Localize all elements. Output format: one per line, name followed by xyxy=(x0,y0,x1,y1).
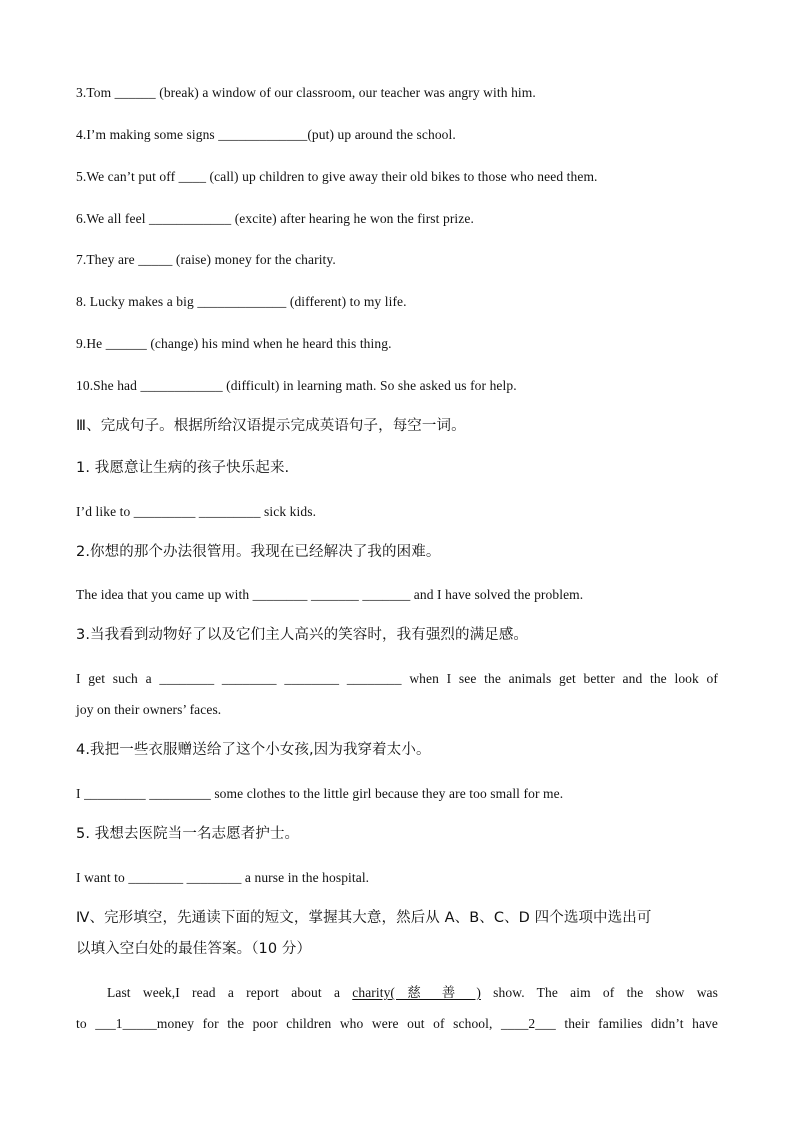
sentence-3-english: I get such a ________ ________ ________ ________ when I see the animals get better and the look of xyxy=(76,671,718,686)
sentence-3-english-cont: joy on their owners’ faces. xyxy=(76,702,222,717)
sentence-2-chinese: 2.你想的那个办法很管用。我现在已经解决了我的困难。 xyxy=(76,544,441,560)
sentence-4-english: I _________ _________ some clothes to the little girl because they are too small for me. xyxy=(76,786,564,801)
passage-line-1-start: Last week,I read a report about a xyxy=(107,985,353,1000)
section-4-heading-line2: 以填入空白处的最佳答案。（10 分） xyxy=(76,941,312,957)
sentence-2-english: The idea that you came up with ________ _______ _______ and I have solved the problem. xyxy=(76,587,584,602)
passage-line-1 xyxy=(76,984,718,1002)
sentence-5-english: I want to ________ ________ a nurse in the hospital. xyxy=(76,870,370,885)
sentence-1-chinese: 1. 我愿意让生病的孩子快乐起来. xyxy=(76,460,290,476)
fill-item-6: 6.We all feel ____________ (excite) after hearing he won the first prize. xyxy=(76,211,474,226)
sentence-3-chinese: 3.当我看到动物好了以及它们主人高兴的笑容时，我有强烈的满足感。 xyxy=(76,627,529,643)
fill-item-4: 4.I’m making some signs _____________(put) up around the school. xyxy=(76,127,456,142)
passage-line-2: to ___1_____money for the poor children who were out of school, ____2___ their families didn’t have xyxy=(76,1016,718,1031)
charity-word: charity( 慈 善 ) xyxy=(352,985,481,1000)
fill-item-8: 8. Lucky makes a big _____________ (different) to my life. xyxy=(76,294,407,309)
fill-item-7: 7.They are _____ (raise) money for the charity. xyxy=(76,252,336,267)
passage-line-1-end: show. The aim of the show was xyxy=(480,985,718,1000)
sentence-4-chinese: 4.我把一些衣服赠送给了这个小女孩,因为我穿着太小。 xyxy=(76,742,431,758)
fill-item-3: 3.Tom ______ (break) a window of our classroom, our teacher was angry with him. xyxy=(76,85,536,100)
fill-item-10: 10.She had ____________ (difficult) in learning math. So she asked us for help. xyxy=(76,378,517,393)
sentence-5-chinese: 5. 我想去医院当一名志愿者护士。 xyxy=(76,826,300,842)
section-4-heading-line1: Ⅳ、完形填空，先通读下面的短文，掌握其大意，然后从 A、B、C、D 四个选项中选出可 xyxy=(76,910,652,926)
fill-item-9: 9.He ______ (change) his mind when he heard this thing. xyxy=(76,336,392,351)
section-3-heading: Ⅲ、完成句子。根据所给汉语提示完成英语句子，每空一词。 xyxy=(76,418,466,434)
sentence-1-english: I’d like to _________ _________ sick kids. xyxy=(76,504,317,519)
fill-item-5: 5.We can’t put off ____ (call) up children to give away their old bikes to those who need them. xyxy=(76,169,598,184)
